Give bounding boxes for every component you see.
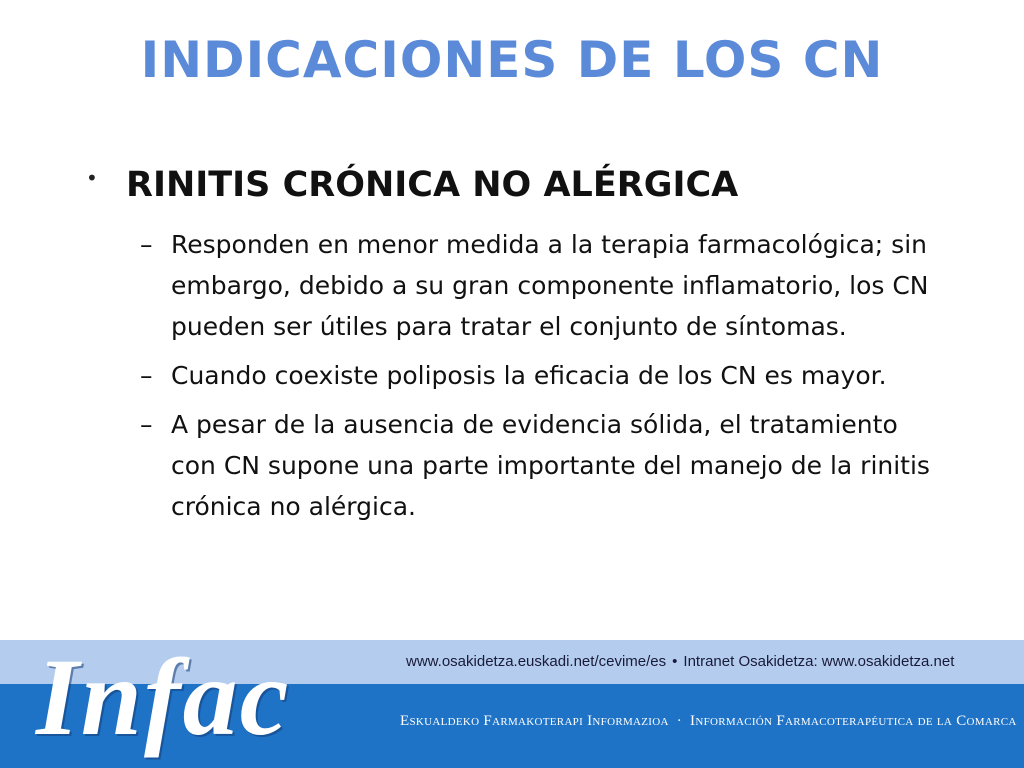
infac-logo: Infac: [36, 636, 291, 758]
sub-item: [140, 355, 940, 396]
cevime-link[interactable]: www.osakidetza.euskadi.net/cevime/es: [406, 653, 667, 670]
sub-item-text: Responden en menor medida a la terapia farmacológica; sin embargo, debido a su gran componente inflamatorio, los CN pueden ser útiles para tratar el conjunto de síntomas.: [171, 230, 929, 341]
slide-title: INDICACIONES DE LOS CN: [140, 31, 884, 89]
bullet-marker: •: [86, 166, 98, 190]
tagline-separator: ·: [676, 713, 683, 729]
sub-item: [140, 404, 940, 527]
sub-item-text: A pesar de la ausencia de evidencia sólida, el tratamiento con CN supone una parte importante del manejo de la rinitis crónica no alérgica.: [171, 410, 930, 521]
footer-tagline: [400, 713, 1017, 730]
tagline-spanish: Información Farmacoterapéutica de la Comarca: [690, 713, 1017, 729]
footer-banner: [0, 636, 1024, 768]
intranet-link[interactable]: Intranet Osakidetza: www.osakidetza.net: [683, 653, 955, 670]
sub-item: [140, 224, 940, 347]
dash-marker: –: [140, 361, 153, 390]
sub-item-list: [140, 224, 940, 535]
footer-links: [406, 653, 954, 670]
sub-item-text: Cuando coexiste poliposis la eficacia de los CN es mayor.: [171, 361, 887, 390]
section-heading: RINITIS CRÓNICA NO ALÉRGICA: [126, 165, 739, 205]
dash-marker: –: [140, 230, 153, 259]
tagline-basque: Eskualdeko Farmakoterapi Informazioa: [400, 713, 669, 729]
dash-marker: –: [140, 410, 153, 439]
link-separator: •: [672, 653, 678, 670]
